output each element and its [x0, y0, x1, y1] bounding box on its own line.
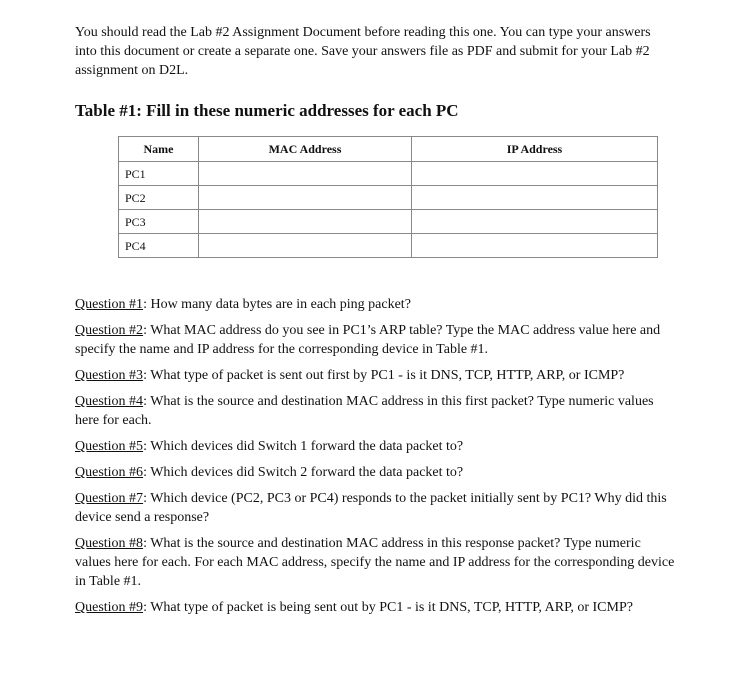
question-text: : What is the source and destination MAC address in this response packet? Type numeric values here for each. For each MAC address, specify the name and IP address for the corresponding device in Table #1. [75, 536, 675, 589]
question-label: Question #2 [75, 323, 144, 338]
question-1 [75, 295, 675, 314]
question-label: Question #3 [75, 368, 144, 383]
row-name-cell: PC4 [119, 234, 199, 258]
question-text: : What type of packet is sent out first by PC1 - is it DNS, TCP, HTTP, ARP, or ICMP? [143, 368, 625, 383]
questions-list [75, 295, 675, 624]
question-text: : How many data bytes are in each ping packet? [143, 297, 411, 312]
table-heading: Table #1: Fill in these numeric addresses for each PC [75, 101, 459, 120]
row-name-cell: PC3 [119, 210, 199, 234]
header-mac-address: MAC Address [199, 137, 412, 162]
table-row [119, 186, 658, 210]
intro-paragraph: You should read the Lab #2 Assignment Document before reading this one. You can type your answers into this document or create a separate one. Save your answers file as PDF and submit for your Lab #2 assignment on D2L. [75, 25, 651, 78]
question-label: Question #1 [75, 297, 144, 312]
row-mac-cell[interactable] [199, 162, 412, 186]
row-ip-cell[interactable] [412, 186, 658, 210]
question-label: Question #6 [75, 465, 144, 480]
question-label: Question #9 [75, 600, 144, 615]
question-text: : What MAC address do you see in PC1’s ARP table? Type the MAC address value here and specify the name and IP address for the corresponding device in Table #1. [75, 323, 661, 357]
question-text: : What is the source and destination MAC address in this first packet? Type numeric values here for each. [75, 394, 654, 428]
question-8 [75, 534, 675, 591]
row-mac-cell[interactable] [199, 186, 412, 210]
question-label: Question #7 [75, 491, 144, 506]
row-ip-cell[interactable] [412, 162, 658, 186]
question-text: : What type of packet is being sent out by PC1 - is it DNS, TCP, HTTP, ARP, or ICMP? [143, 600, 633, 615]
question-9 [75, 598, 675, 617]
question-5 [75, 437, 675, 456]
header-ip-address: IP Address [412, 137, 658, 162]
question-label: Question #8 [75, 536, 144, 551]
row-ip-cell[interactable] [412, 210, 658, 234]
row-mac-cell[interactable] [199, 234, 412, 258]
question-text: : Which devices did Switch 1 forward the data packet to? [143, 439, 464, 454]
question-text: : Which device (PC2, PC3 or PC4) responds to the packet initially sent by PC1? Why did this device send a response? [75, 491, 667, 525]
question-4 [75, 392, 675, 430]
question-3 [75, 366, 675, 385]
row-mac-cell[interactable] [199, 210, 412, 234]
question-6 [75, 463, 675, 482]
address-table [118, 136, 658, 258]
table-row [119, 210, 658, 234]
table-row [119, 162, 658, 186]
question-label: Question #5 [75, 439, 144, 454]
question-2 [75, 321, 675, 359]
question-text: : Which devices did Switch 2 forward the data packet to? [143, 465, 464, 480]
row-name-cell: PC2 [119, 186, 199, 210]
row-ip-cell[interactable] [412, 234, 658, 258]
question-7 [75, 489, 675, 527]
table-header-row [119, 137, 658, 162]
row-name-cell: PC1 [119, 162, 199, 186]
header-name: Name [119, 137, 199, 162]
question-label: Question #4 [75, 394, 144, 409]
table-row [119, 234, 658, 258]
